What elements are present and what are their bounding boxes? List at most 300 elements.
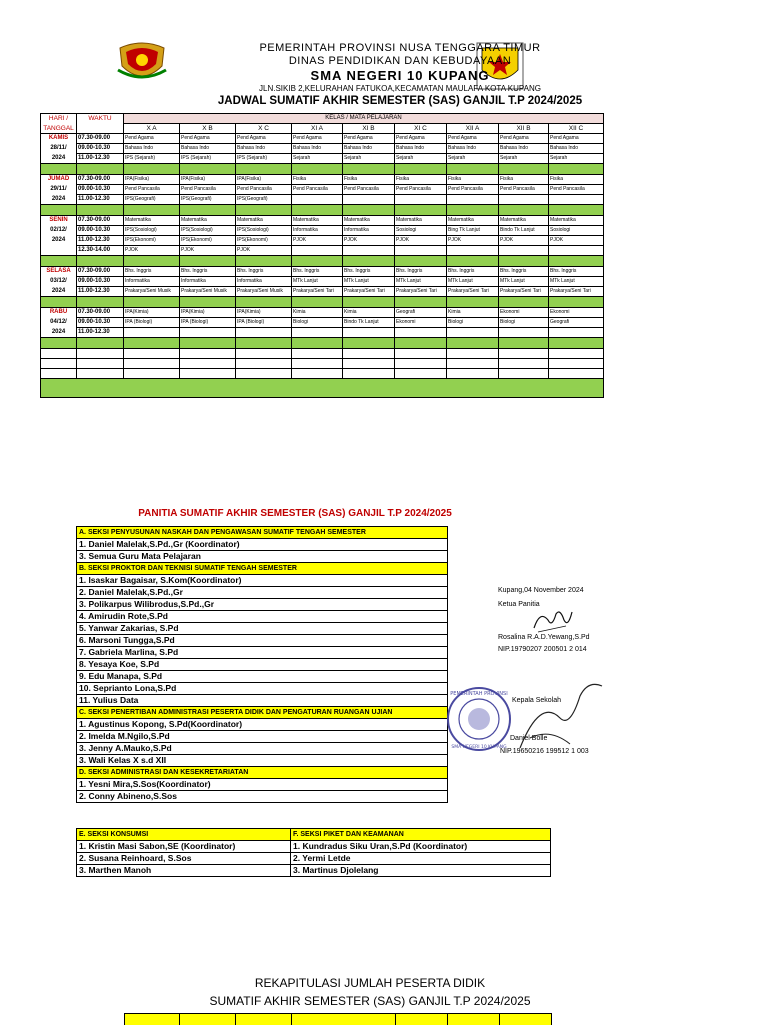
class-header: X A <box>124 124 180 134</box>
separator-cell <box>180 164 236 175</box>
subject-cell: Sosiologi <box>395 226 447 236</box>
subject-cell: Matematika <box>549 216 604 226</box>
signature-nip-principal: NIP.19650216 199512 1 003 <box>500 748 589 755</box>
blank-cell <box>549 369 604 379</box>
footer-cell <box>41 379 604 398</box>
member-name: 3. Jenny A.Mauko,S.Pd <box>77 743 448 755</box>
class-header: XII B <box>499 124 549 134</box>
day-cell: 03/12/ <box>41 277 77 287</box>
committee-member-row <box>77 791 448 803</box>
signature-role-chair: Ketua Panitia <box>498 601 540 608</box>
committee-member-row <box>77 587 448 599</box>
blank-cell <box>447 369 499 379</box>
subject-cell: Sejarah <box>447 154 499 164</box>
subject-cell: Pend Pancasila <box>499 185 549 195</box>
subject-cell: Biologi <box>447 318 499 328</box>
class-header: XI B <box>343 124 395 134</box>
col-waktu-blank <box>77 124 124 134</box>
subject-cell: Bahasa Indo <box>180 144 236 154</box>
member-name-e: 1. Kristin Masi Sabon,SE (Koordinator) <box>77 841 291 853</box>
time-cell: 11.00-12.30 <box>77 195 124 205</box>
separator-cell <box>180 205 236 216</box>
subject-cell <box>124 328 180 338</box>
committee-title: PANITIA SUMATIF AKHIR SEMESTER (SAS) GANJIL T.P 2024/2025 <box>138 508 452 519</box>
member-name: 1. Isaskar Bagaisar, S.Kom(Koordinator) <box>77 575 448 587</box>
member-name: 8. Yesaya Koe, S.Pd <box>77 659 448 671</box>
col-tanggal: TANGGAL <box>41 124 77 134</box>
day-cell: 2024 <box>41 328 77 338</box>
time-cell: 07.30-09.00 <box>77 134 124 144</box>
subject-cell: MTk Lanjut <box>343 277 395 287</box>
separator-cell <box>77 256 124 267</box>
col-kelas: KELAS / MATA PELAJARAN <box>124 114 604 124</box>
committee-table <box>76 526 448 803</box>
committee-member-row <box>77 647 448 659</box>
separator-cell <box>41 297 77 308</box>
committee-member-row <box>77 623 448 635</box>
day-separator <box>41 338 604 349</box>
signature-name-principal: Daniel Bolle <box>510 735 548 742</box>
subject-cell: Bhs. Inggris <box>236 267 292 277</box>
separator-cell <box>124 205 180 216</box>
blank-cell <box>395 349 447 359</box>
subject-cell: PJOK <box>124 246 180 256</box>
member-name: 11. Yulius Data <box>77 695 448 707</box>
member-name: 2. Daniel Malelak,S.Pd.,Gr <box>77 587 448 599</box>
separator-cell <box>395 164 447 175</box>
separator-cell <box>180 297 236 308</box>
section-heading: A. SEKSI PENYUSUNAN NASKAH DAN PENGAWASAN SUMATIF TENGAH SEMESTER <box>77 527 448 539</box>
subject-cell: Ekonomi <box>499 308 549 318</box>
committee-section-header <box>77 767 448 779</box>
schedule-row <box>41 267 604 277</box>
time-cell: 09.00-10.30 <box>77 318 124 328</box>
signature-chair-icon <box>530 606 574 636</box>
separator-cell <box>180 256 236 267</box>
member-name: 3. Semua Guru Mata Pelajaran <box>77 551 448 563</box>
subject-cell <box>292 195 343 205</box>
committee-section-header <box>77 707 448 719</box>
subject-cell: Fisika <box>499 175 549 185</box>
schedule-header-row <box>41 114 604 124</box>
subject-cell <box>395 328 447 338</box>
subject-cell: Bing Tk Lanjut <box>447 226 499 236</box>
signature-nip-chair: NIP.19790207 200501 2 014 <box>498 646 587 653</box>
subject-cell: Fisika <box>447 175 499 185</box>
time-cell: 07.30-09.00 <box>77 308 124 318</box>
school-stamp-icon <box>446 686 512 752</box>
blank-cell <box>41 359 77 369</box>
subject-cell: Informatika <box>343 226 395 236</box>
member-name: 1. Agustinus Kopong, S.Pd(Koordinator) <box>77 719 448 731</box>
separator-cell <box>41 164 77 175</box>
section-heading-f: F. SEKSI PIKET DAN KEAMANAN <box>291 829 551 841</box>
subject-cell: IPS (Sejarah) <box>180 154 236 164</box>
time-cell: 11.00-12.30 <box>77 287 124 297</box>
subject-cell: Informatika <box>292 226 343 236</box>
separator-cell <box>499 205 549 216</box>
time-cell: 09.00-10.30 <box>77 277 124 287</box>
blank-cell <box>292 369 343 379</box>
separator-cell <box>236 164 292 175</box>
day-separator <box>41 164 604 175</box>
committee-member-row <box>77 635 448 647</box>
schedule-row <box>41 328 604 338</box>
subject-cell <box>549 195 604 205</box>
header-department: DINAS PENDIDIKAN DAN KEBUDAYAAN <box>288 55 512 67</box>
subject-cell: Bhs. Inggris <box>343 267 395 277</box>
subject-cell: Pend Pancasila <box>343 185 395 195</box>
member-name: 1. Yesni Mira,S.Sos(Koordinator) <box>77 779 448 791</box>
separator-cell <box>292 205 343 216</box>
separator-cell <box>447 338 499 349</box>
subject-cell: Ekonomi <box>395 318 447 328</box>
subject-cell <box>180 328 236 338</box>
separator-cell <box>77 164 124 175</box>
day-cell: 29/11/ <box>41 185 77 195</box>
member-name-f: 2. Yermi Letde <box>291 853 551 865</box>
separator-cell <box>447 205 499 216</box>
subject-cell: MTk Lanjut <box>499 277 549 287</box>
separator-cell <box>236 256 292 267</box>
schedule-row <box>41 175 604 185</box>
section-heading-e: E. SEKSI KONSUMSI <box>77 829 291 841</box>
subject-cell: IPA(Kimia) <box>124 308 180 318</box>
time-cell: 07.30-09.00 <box>77 216 124 226</box>
separator-cell <box>447 164 499 175</box>
subject-cell: IPA (Biologi) <box>124 318 180 328</box>
separator-cell <box>343 338 395 349</box>
blank-cell <box>180 359 236 369</box>
schedule-title: JADWAL SUMATIF AKHIR SEMESTER (SAS) GANJIL T.P 2024/2025 <box>217 95 583 107</box>
subject-cell: Sosiologi <box>549 226 604 236</box>
subject-cell: Prakarya/Seni Musik <box>180 287 236 297</box>
day-cell: 04/12/ <box>41 318 77 328</box>
subject-cell: PJOK <box>395 236 447 246</box>
committee-member-row <box>77 841 551 853</box>
blank-cell <box>236 359 292 369</box>
subject-cell: PJOK <box>236 246 292 256</box>
recap-title: REKAPITULASI JUMLAH PESERTA DIDIK <box>254 976 486 990</box>
subject-cell <box>236 328 292 338</box>
subject-cell: PJOK <box>343 236 395 246</box>
subject-cell: Matematika <box>292 216 343 226</box>
blank-cell <box>180 349 236 359</box>
subject-cell: Bahasa Indo <box>124 144 180 154</box>
subject-cell: Matematika <box>447 216 499 226</box>
subject-cell: Pend Agama <box>180 134 236 144</box>
schedule-row <box>41 236 604 246</box>
subject-cell: Prakarya/Seni Musik <box>236 287 292 297</box>
day-cell: SENIN <box>41 216 77 226</box>
svg-text:PEMERINTAH PROVINSI: PEMERINTAH PROVINSI <box>450 691 508 697</box>
separator-cell <box>395 338 447 349</box>
blank-cell <box>41 349 77 359</box>
subject-cell: Pend Agama <box>447 134 499 144</box>
subject-cell: Sejarah <box>395 154 447 164</box>
member-name: 3. Polikarpus Wilibrodus,S.Pd.,Gr <box>77 599 448 611</box>
separator-cell <box>549 164 604 175</box>
class-header: XII C <box>549 124 604 134</box>
separator-cell <box>549 205 604 216</box>
blank-cell <box>77 349 124 359</box>
separator-cell <box>343 256 395 267</box>
separator-cell <box>236 297 292 308</box>
subject-cell: Prakarya/Seni Tari <box>499 287 549 297</box>
time-cell: 09.00-10.30 <box>77 144 124 154</box>
subject-cell: Prakarya/Seni Tari <box>292 287 343 297</box>
section-heading: B. SEKSI PROKTOR DAN TEKNISI SUMATIF TENGAH SEMESTER <box>77 563 448 575</box>
blank-cell <box>395 369 447 379</box>
member-name-e: 3. Marthen Manoh <box>77 865 291 877</box>
exam-schedule-table <box>40 113 604 398</box>
subject-cell: IPA (Biologi) <box>236 318 292 328</box>
subject-cell: IPA(Kimia) <box>180 308 236 318</box>
subject-cell: Matematika <box>180 216 236 226</box>
header-province: PEMERINTAH PROVINSI NUSA TENGGARA TIMUR <box>259 42 541 54</box>
subject-cell: IPS(Sosiologi) <box>236 226 292 236</box>
class-header: XI A <box>292 124 343 134</box>
subject-cell: Biologi <box>499 318 549 328</box>
blank-cell <box>499 369 549 379</box>
separator-cell <box>292 256 343 267</box>
subject-cell: PJOK <box>292 236 343 246</box>
subject-cell: Fisika <box>292 175 343 185</box>
subject-cell: Pend Pancasila <box>180 185 236 195</box>
blank-cell <box>343 349 395 359</box>
recap-table-header <box>124 1013 552 1025</box>
time-cell: 07.30-09.00 <box>77 175 124 185</box>
separator-cell <box>549 256 604 267</box>
subject-cell: MTk Lanjut <box>395 277 447 287</box>
subject-cell: Prakarya/Seni Tari <box>447 287 499 297</box>
subject-cell: Bahasa Indo <box>447 144 499 154</box>
blank-cell <box>124 359 180 369</box>
committee-member-row <box>77 743 448 755</box>
subject-cell: MTk Lanjut <box>549 277 604 287</box>
time-cell: 11.00-12.30 <box>77 154 124 164</box>
header-school-name: SMA NEGERI 10 KUPANG <box>310 68 490 83</box>
subject-cell: Matematika <box>499 216 549 226</box>
day-separator <box>41 297 604 308</box>
separator-cell <box>292 164 343 175</box>
subject-cell: Fisika <box>549 175 604 185</box>
subject-cell: Sejarah <box>549 154 604 164</box>
member-name: 1. Daniel Malelak,S.Pd.,Gr (Koordinator) <box>77 539 448 551</box>
time-cell: 11.00-12.30 <box>77 236 124 246</box>
subject-cell <box>499 246 549 256</box>
separator-cell <box>124 338 180 349</box>
subject-cell: Kimia <box>292 308 343 318</box>
subject-cell: Pend Agama <box>292 134 343 144</box>
section-heading: D. SEKSI ADMINISTRASI DAN KESEKRETARIATAN <box>77 767 448 779</box>
member-name-f: 1. Kundradus Siku Uran,S.Pd (Koordinator) <box>291 841 551 853</box>
subject-cell <box>292 246 343 256</box>
subject-cell: Matematika <box>343 216 395 226</box>
committee-member-row <box>77 659 448 671</box>
day-cell: 2024 <box>41 287 77 297</box>
subject-cell: Ekonomi <box>549 308 604 318</box>
separator-cell <box>499 164 549 175</box>
subject-cell: Bahasa Indo <box>549 144 604 154</box>
subject-cell: Prakarya/Seni Tari <box>549 287 604 297</box>
subject-cell: Pend Pancasila <box>447 185 499 195</box>
subject-cell: IPS(Geografi) <box>124 195 180 205</box>
subject-cell: Kimia <box>447 308 499 318</box>
blank-cell <box>41 369 77 379</box>
blank-row <box>41 349 604 359</box>
blank-cell <box>499 359 549 369</box>
subject-cell: PJOK <box>180 246 236 256</box>
subject-cell: Prakarya/Seni Tari <box>395 287 447 297</box>
class-header: X C <box>236 124 292 134</box>
day-cell: 28/11/ <box>41 144 77 154</box>
subject-cell: Bhs. Inggris <box>395 267 447 277</box>
subject-cell: Bahasa Indo <box>395 144 447 154</box>
subject-cell: Bhs. Inggris <box>180 267 236 277</box>
schedule-row <box>41 246 604 256</box>
subject-cell: Bindo Tk Lanjut <box>499 226 549 236</box>
committee-member-row <box>77 695 448 707</box>
subject-cell: Geografi <box>395 308 447 318</box>
subject-cell: Bahasa Indo <box>292 144 343 154</box>
schedule-row <box>41 308 604 318</box>
day-cell: RABU <box>41 308 77 318</box>
separator-cell <box>124 256 180 267</box>
blank-cell <box>77 369 124 379</box>
class-header: X B <box>180 124 236 134</box>
member-name: 9. Edu Manapa, S.Pd <box>77 671 448 683</box>
subject-cell: PJOK <box>549 236 604 246</box>
schedule-row <box>41 144 604 154</box>
subject-cell: Biologi <box>292 318 343 328</box>
footer-row <box>41 379 604 398</box>
signature-role-principal: Kepala Sekolah <box>512 697 562 704</box>
subject-cell <box>292 328 343 338</box>
subject-cell: IPS (Sejarah) <box>236 154 292 164</box>
subject-cell <box>549 328 604 338</box>
subject-cell: Bahasa Indo <box>236 144 292 154</box>
committee-member-row <box>77 731 448 743</box>
subject-cell: MTk Lanjut <box>447 277 499 287</box>
subject-cell: IPA(Fisika) <box>180 175 236 185</box>
member-name: 7. Gabriela Marlina, S.Pd <box>77 647 448 659</box>
section-heading: C. SEKSI PENERTIBAN ADMINISTRASI PESERTA DIDIK DAN PENGATURAN RUANGAN UJIAN <box>77 707 448 719</box>
separator-cell <box>395 297 447 308</box>
committee-member-row <box>77 599 448 611</box>
committee-member-row <box>77 539 448 551</box>
committee-section-header <box>77 829 551 841</box>
separator-cell <box>41 205 77 216</box>
subject-cell: Bhs. Inggris <box>292 267 343 277</box>
subject-cell: IPA(Kimia) <box>236 308 292 318</box>
blank-cell <box>236 369 292 379</box>
committee-section-header <box>77 563 448 575</box>
col-hari: HARI / <box>41 114 77 124</box>
subject-cell <box>395 246 447 256</box>
subject-cell: Bhs. Inggris <box>447 267 499 277</box>
schedule-row <box>41 216 604 226</box>
time-cell: 09.00-10.30 <box>77 185 124 195</box>
member-name: 5. Yanwar Zakarias, S.Pd <box>77 623 448 635</box>
blank-row <box>41 359 604 369</box>
separator-cell <box>343 297 395 308</box>
member-name: 2. Conny Abineno,S.Sos <box>77 791 448 803</box>
day-cell: JUMAD <box>41 175 77 185</box>
subject-cell: Pend Agama <box>549 134 604 144</box>
subject-cell: Informatika <box>236 277 292 287</box>
separator-cell <box>236 205 292 216</box>
schedule-class-row <box>41 124 604 134</box>
separator-cell <box>343 164 395 175</box>
subject-cell: Sejarah <box>292 154 343 164</box>
subject-cell: Pend Pancasila <box>549 185 604 195</box>
signature-name-chair: Rosalina R.A.D.Yewang,S.Pd <box>498 634 590 641</box>
subject-cell: Pend Pancasila <box>124 185 180 195</box>
separator-cell <box>124 297 180 308</box>
subject-cell: IPS (Sejarah) <box>124 154 180 164</box>
class-header: XII A <box>447 124 499 134</box>
day-cell: 2024 <box>41 154 77 164</box>
day-cell: KAMIS <box>41 134 77 144</box>
blank-cell <box>292 349 343 359</box>
separator-cell <box>447 297 499 308</box>
separator-cell <box>549 297 604 308</box>
subject-cell: MTk Lanjut <box>292 277 343 287</box>
blank-cell <box>77 359 124 369</box>
subject-cell <box>447 328 499 338</box>
subject-cell: IPS(Geografi) <box>236 195 292 205</box>
blank-cell <box>549 349 604 359</box>
committee-member-row <box>77 575 448 587</box>
header-address: JLN.SIKIB 2,KELURAHAN FATUKOA,KECAMATAN MAULAFA KOTA KUPANG <box>259 84 541 93</box>
subject-cell: Bahasa Indo <box>499 144 549 154</box>
schedule-row <box>41 318 604 328</box>
subject-cell: Bhs. Inggris <box>124 267 180 277</box>
separator-cell <box>41 256 77 267</box>
subject-cell: Sejarah <box>343 154 395 164</box>
member-name: 6. Marsoni Tungga,S.Pd <box>77 635 448 647</box>
subject-cell: Pend Agama <box>124 134 180 144</box>
subject-cell <box>447 246 499 256</box>
subject-cell <box>549 246 604 256</box>
subject-cell <box>499 328 549 338</box>
time-cell: 09.00-10.30 <box>77 226 124 236</box>
day-cell: SELASA <box>41 267 77 277</box>
subject-cell: Pend Pancasila <box>236 185 292 195</box>
committee-member-row <box>77 671 448 683</box>
subject-cell: Bhs. Inggris <box>499 267 549 277</box>
subject-cell: Pend Agama <box>395 134 447 144</box>
subject-cell: IPA(Fisika) <box>236 175 292 185</box>
subject-cell: Bhs. Inggris <box>549 267 604 277</box>
separator-cell <box>180 338 236 349</box>
separator-cell <box>499 297 549 308</box>
member-name: 10. Seprianto Lona,S.Pd <box>77 683 448 695</box>
subject-cell: IPA (Biologi) <box>180 318 236 328</box>
schedule-row <box>41 185 604 195</box>
subject-cell: Pend Agama <box>236 134 292 144</box>
blank-cell <box>549 359 604 369</box>
separator-cell <box>447 256 499 267</box>
subject-cell: Matematika <box>236 216 292 226</box>
separator-cell <box>499 256 549 267</box>
subject-cell: Informatika <box>124 277 180 287</box>
subject-cell: Fisika <box>343 175 395 185</box>
time-cell: 11.00-12.30 <box>77 328 124 338</box>
member-name: 4. Amirudin Rote,S.Pd <box>77 611 448 623</box>
day-separator <box>41 205 604 216</box>
